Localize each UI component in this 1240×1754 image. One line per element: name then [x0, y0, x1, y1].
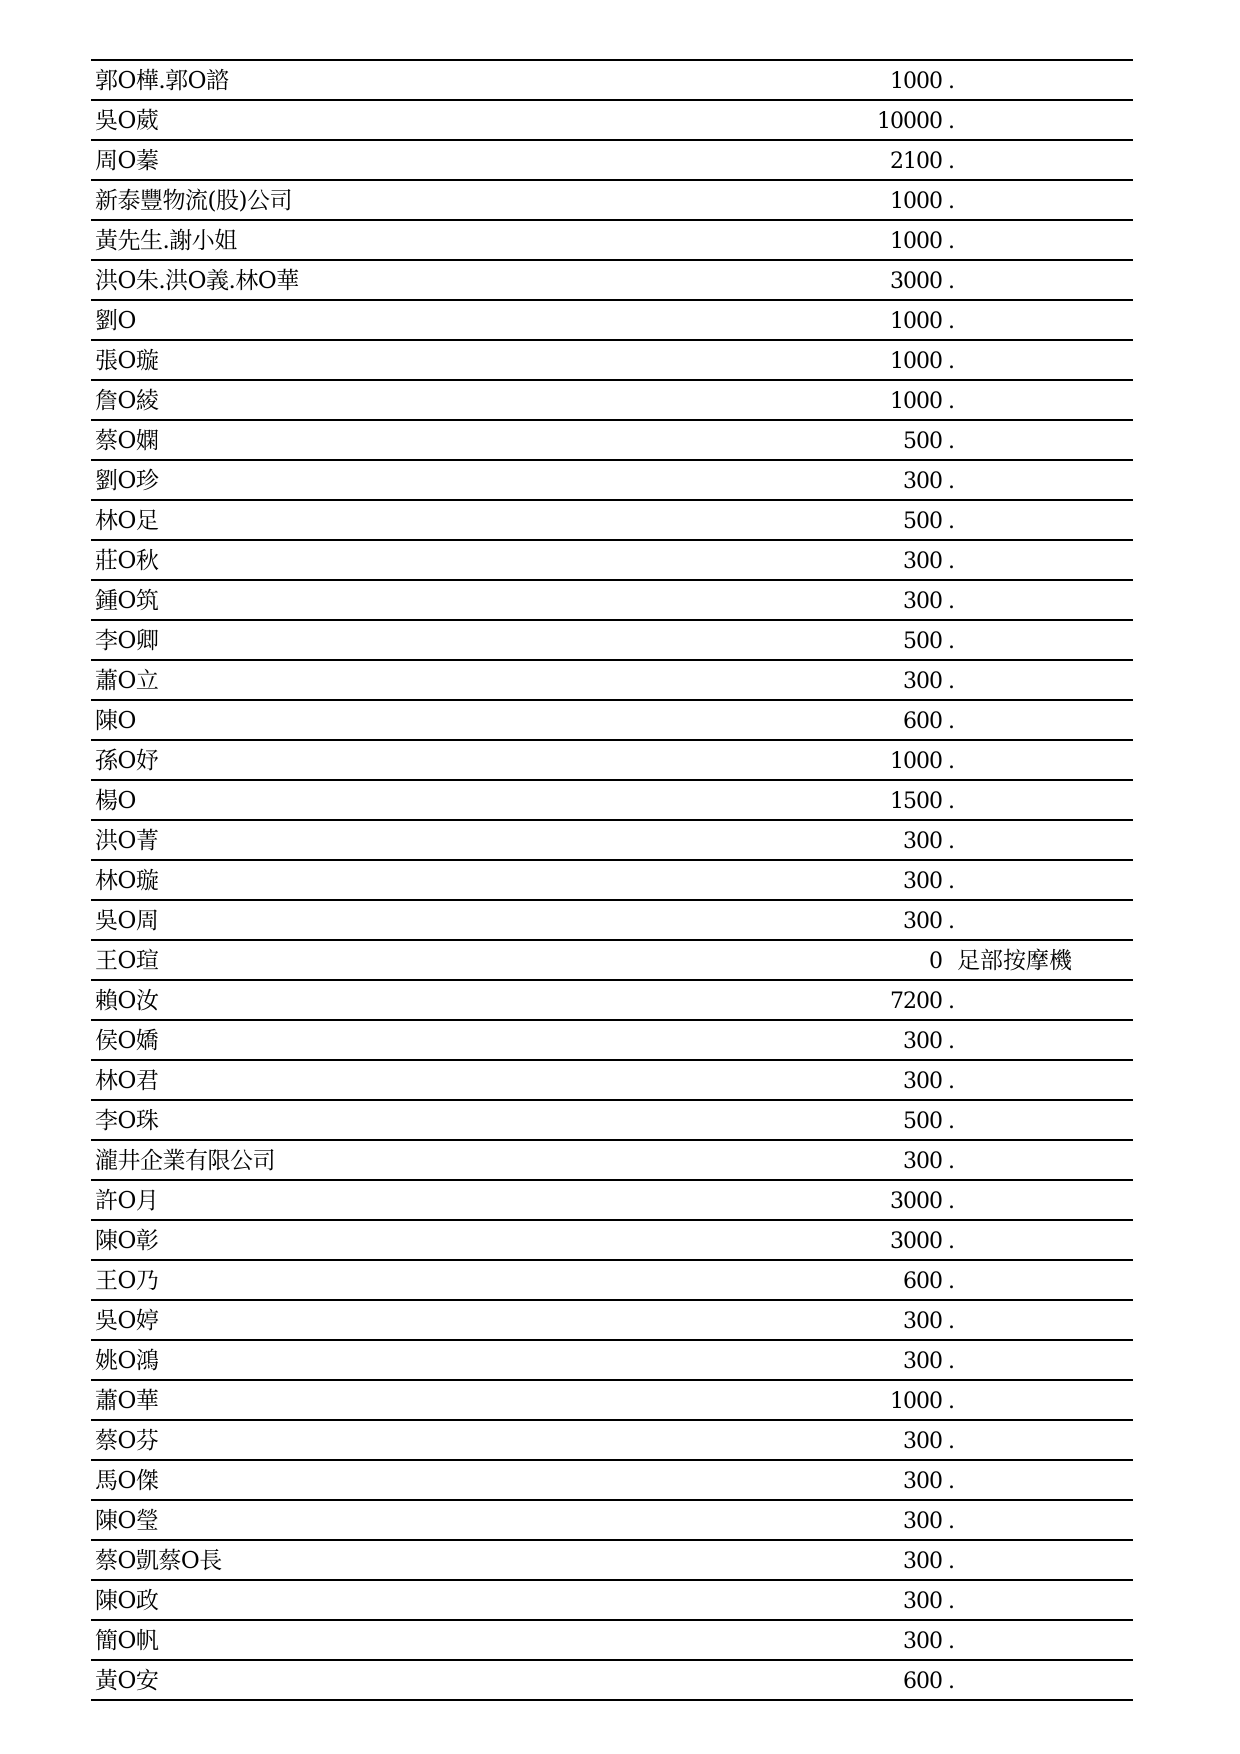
table-row [91, 941, 1133, 981]
amount-value: 300 [903, 549, 942, 574]
donor-name: 賴O汝 [95, 988, 159, 1014]
amount-value: 3000 [890, 1189, 942, 1214]
donation-amount [758, 1269, 958, 1295]
donation-note: 足部按摩機 [957, 948, 1072, 974]
donor-name: 陳O [95, 708, 136, 734]
donation-amount [758, 909, 958, 935]
amount-period: . [948, 1029, 954, 1054]
amount-period: . [948, 1629, 954, 1654]
amount-period: . [948, 1549, 954, 1574]
donation-amount [758, 1469, 958, 1495]
donation-amount [758, 1429, 958, 1455]
donor-name: 吳O婷 [95, 1308, 159, 1334]
donor-name: 陳O彰 [95, 1228, 159, 1254]
amount-period: . [948, 349, 954, 374]
amount-period: . [948, 789, 954, 814]
amount-value: 1000 [890, 309, 942, 334]
amount-value: 500 [903, 509, 942, 534]
donor-name: 侯O嬌 [95, 1028, 159, 1054]
donor-name: 吳O周 [95, 908, 159, 934]
table-row [91, 61, 1133, 101]
table-row [91, 701, 1133, 741]
amount-period: . [948, 1109, 954, 1134]
amount-period: . [948, 69, 954, 94]
amount-value: 300 [903, 1509, 942, 1534]
donor-name: 黃先生.謝小姐 [95, 228, 237, 254]
donation-amount [758, 1309, 958, 1335]
donor-name: 周O蓁 [95, 148, 159, 174]
donor-name: 李O卿 [95, 628, 159, 654]
donation-amount [758, 389, 958, 415]
amount-value: 1000 [890, 389, 942, 414]
amount-period: . [948, 1189, 954, 1214]
donation-amount [758, 1509, 958, 1535]
amount-period: . [948, 1309, 954, 1334]
donation-amount [758, 789, 958, 815]
donor-name: 詹O綾 [95, 388, 159, 414]
amount-period: . [948, 429, 954, 454]
donation-amount [758, 1549, 958, 1575]
donor-name: 蕭O立 [95, 668, 159, 694]
amount-period: . [948, 1589, 954, 1614]
amount-period: . [948, 229, 954, 254]
amount-value: 600 [903, 1269, 942, 1294]
amount-value: 300 [903, 869, 942, 894]
table-row [91, 1061, 1133, 1101]
amount-value: 10000 [877, 109, 942, 134]
table-row [91, 821, 1133, 861]
amount-period: . [948, 309, 954, 334]
amount-value: 1500 [890, 789, 942, 814]
table-row [91, 221, 1133, 261]
table-row [91, 461, 1133, 501]
amount-period: . [948, 1349, 954, 1374]
donation-amount [758, 189, 958, 215]
donation-amount [758, 1349, 958, 1375]
amount-period: . [948, 829, 954, 854]
donation-amount [758, 229, 958, 255]
table-row [91, 1141, 1133, 1181]
donation-amount [758, 1149, 958, 1175]
amount-value: 1000 [890, 229, 942, 254]
donation-amount [758, 429, 958, 455]
amount-period: . [948, 149, 954, 174]
table-row [91, 1501, 1133, 1541]
table-row [91, 141, 1133, 181]
amount-period: . [948, 109, 954, 134]
table-row [91, 1421, 1133, 1461]
table-row [91, 1541, 1133, 1581]
amount-period: . [948, 1469, 954, 1494]
table-row [91, 581, 1133, 621]
table-row [91, 981, 1133, 1021]
donation-amount [758, 309, 958, 335]
donation-amount [758, 669, 958, 695]
donor-name: 林O足 [95, 508, 159, 534]
amount-value: 600 [903, 1669, 942, 1694]
amount-value: 300 [903, 1149, 942, 1174]
amount-period: . [948, 549, 954, 574]
donor-name: 孫O妤 [95, 748, 159, 774]
donor-name: 陳O政 [95, 1588, 159, 1614]
donor-name: 馬O傑 [95, 1468, 159, 1494]
donation-amount [758, 149, 958, 175]
donor-table [91, 59, 1133, 1701]
amount-period: . [948, 469, 954, 494]
table-row [91, 261, 1133, 301]
donation-amount [758, 349, 958, 375]
table-row [91, 421, 1133, 461]
amount-value: 0 [929, 949, 942, 974]
donation-amount [758, 69, 958, 95]
amount-value: 300 [903, 469, 942, 494]
donation-amount [758, 1229, 958, 1255]
donation-amount [758, 749, 958, 775]
donor-name: 姚O鴻 [95, 1348, 159, 1374]
amount-period: . [948, 1229, 954, 1254]
amount-value: 300 [903, 1309, 942, 1334]
amount-period: . [948, 589, 954, 614]
donor-name: 陳O瑩 [95, 1508, 159, 1534]
table-row [91, 1381, 1133, 1421]
donor-name: 王O瑄 [95, 948, 159, 974]
amount-value: 300 [903, 1589, 942, 1614]
amount-value: 1000 [890, 349, 942, 374]
table-row [91, 541, 1133, 581]
amount-value: 7200 [890, 989, 942, 1014]
table-row [91, 501, 1133, 541]
donation-amount [758, 829, 958, 855]
amount-period: . [948, 189, 954, 214]
donation-amount [758, 1669, 958, 1695]
donor-name: 黃O安 [95, 1668, 159, 1694]
table-row [91, 861, 1133, 901]
amount-period: . [948, 709, 954, 734]
donor-name: 莊O秋 [95, 548, 159, 574]
amount-value: 1000 [890, 1389, 942, 1414]
amount-period: . [948, 989, 954, 1014]
donor-name: 郭O樺.郭O諮 [95, 68, 229, 94]
donor-name: 許O月 [95, 1188, 159, 1214]
donation-amount [758, 1389, 958, 1415]
amount-value: 300 [903, 829, 942, 854]
table-row [91, 101, 1133, 141]
amount-period: . [948, 389, 954, 414]
donor-name: 張O璇 [95, 348, 159, 374]
amount-value: 500 [903, 429, 942, 454]
amount-value: 1000 [890, 69, 942, 94]
donor-name: 蔡O嫻 [95, 428, 159, 454]
donor-name: 新泰豐物流(股)公司 [95, 188, 292, 214]
amount-value: 300 [903, 909, 942, 934]
donor-name: 鍾O筑 [95, 588, 159, 614]
donor-name: 吳O葳 [95, 108, 159, 134]
table-row [91, 381, 1133, 421]
donation-amount [758, 109, 958, 135]
donation-amount [758, 709, 958, 735]
table-row [91, 1301, 1133, 1341]
amount-period: . [948, 629, 954, 654]
donation-amount [758, 549, 958, 575]
donor-name: 劉O [95, 308, 136, 334]
donor-name: 蔡O芬 [95, 1428, 159, 1454]
amount-value: 3000 [890, 269, 942, 294]
amount-period: . [948, 869, 954, 894]
donation-amount [758, 869, 958, 895]
amount-value: 300 [903, 1069, 942, 1094]
amount-period: . [948, 669, 954, 694]
amount-value: 500 [903, 629, 942, 654]
donor-name: 李O珠 [95, 1108, 159, 1134]
table-row [91, 741, 1133, 781]
table-row [91, 781, 1133, 821]
donor-name: 劉O珍 [95, 468, 159, 494]
table-row [91, 661, 1133, 701]
amount-value: 300 [903, 1349, 942, 1374]
amount-period: . [948, 509, 954, 534]
donation-amount [758, 1189, 958, 1215]
table-row [91, 1181, 1133, 1221]
table-row [91, 1341, 1133, 1381]
amount-period: . [948, 1269, 954, 1294]
donation-amount [758, 509, 958, 535]
table-row [91, 1101, 1133, 1141]
amount-value: 1000 [890, 749, 942, 774]
donor-name: 王O乃 [95, 1268, 159, 1294]
table-row [91, 1621, 1133, 1661]
donor-name: 簡O帆 [95, 1628, 159, 1654]
amount-value: 2100 [890, 149, 942, 174]
table-row [91, 901, 1133, 941]
amount-period: . [948, 1509, 954, 1534]
donation-amount [758, 469, 958, 495]
donation-amount [758, 1109, 958, 1135]
amount-value: 300 [903, 589, 942, 614]
donor-name: 楊O [95, 788, 136, 814]
amount-period: . [948, 909, 954, 934]
amount-period: . [948, 1669, 954, 1694]
table-row [91, 1221, 1133, 1261]
donation-amount [758, 1069, 958, 1095]
amount-value: 300 [903, 1029, 942, 1054]
table-row [91, 1581, 1133, 1621]
amount-value: 300 [903, 669, 942, 694]
amount-value: 300 [903, 1429, 942, 1454]
amount-period: . [948, 1069, 954, 1094]
donation-amount [758, 629, 958, 655]
amount-period: . [948, 1389, 954, 1414]
table-row [91, 1461, 1133, 1501]
donation-amount [758, 269, 958, 295]
amount-value: 600 [903, 709, 942, 734]
amount-value: 3000 [890, 1229, 942, 1254]
donation-amount [758, 589, 958, 615]
amount-value: 500 [903, 1109, 942, 1134]
table-row [91, 181, 1133, 221]
amount-period: . [948, 1429, 954, 1454]
donor-name: 林O璇 [95, 868, 159, 894]
amount-value: 300 [903, 1549, 942, 1574]
table-row [91, 301, 1133, 341]
amount-value: 1000 [890, 189, 942, 214]
donor-name: 洪O朱.洪O義.林O華 [95, 268, 299, 294]
table-row [91, 341, 1133, 381]
donor-name: 瀧井企業有限公司 [95, 1148, 275, 1174]
table-row [91, 1021, 1133, 1061]
amount-value: 300 [903, 1629, 942, 1654]
donor-name: 蕭O華 [95, 1388, 159, 1414]
donor-name: 洪O菁 [95, 828, 159, 854]
donation-amount [758, 1589, 958, 1615]
donor-name: 蔡O凱蔡O長 [95, 1548, 222, 1574]
table-row [91, 1661, 1133, 1701]
amount-period: . [948, 1149, 954, 1174]
donor-name: 林O君 [95, 1068, 159, 1094]
donation-amount [758, 1629, 958, 1655]
table-row [91, 1261, 1133, 1301]
table-row [91, 621, 1133, 661]
amount-value: 300 [903, 1469, 942, 1494]
donation-amount [758, 1029, 958, 1055]
donation-amount [758, 989, 958, 1015]
amount-period: . [948, 749, 954, 774]
donation-amount [758, 949, 958, 975]
amount-period: . [948, 269, 954, 294]
